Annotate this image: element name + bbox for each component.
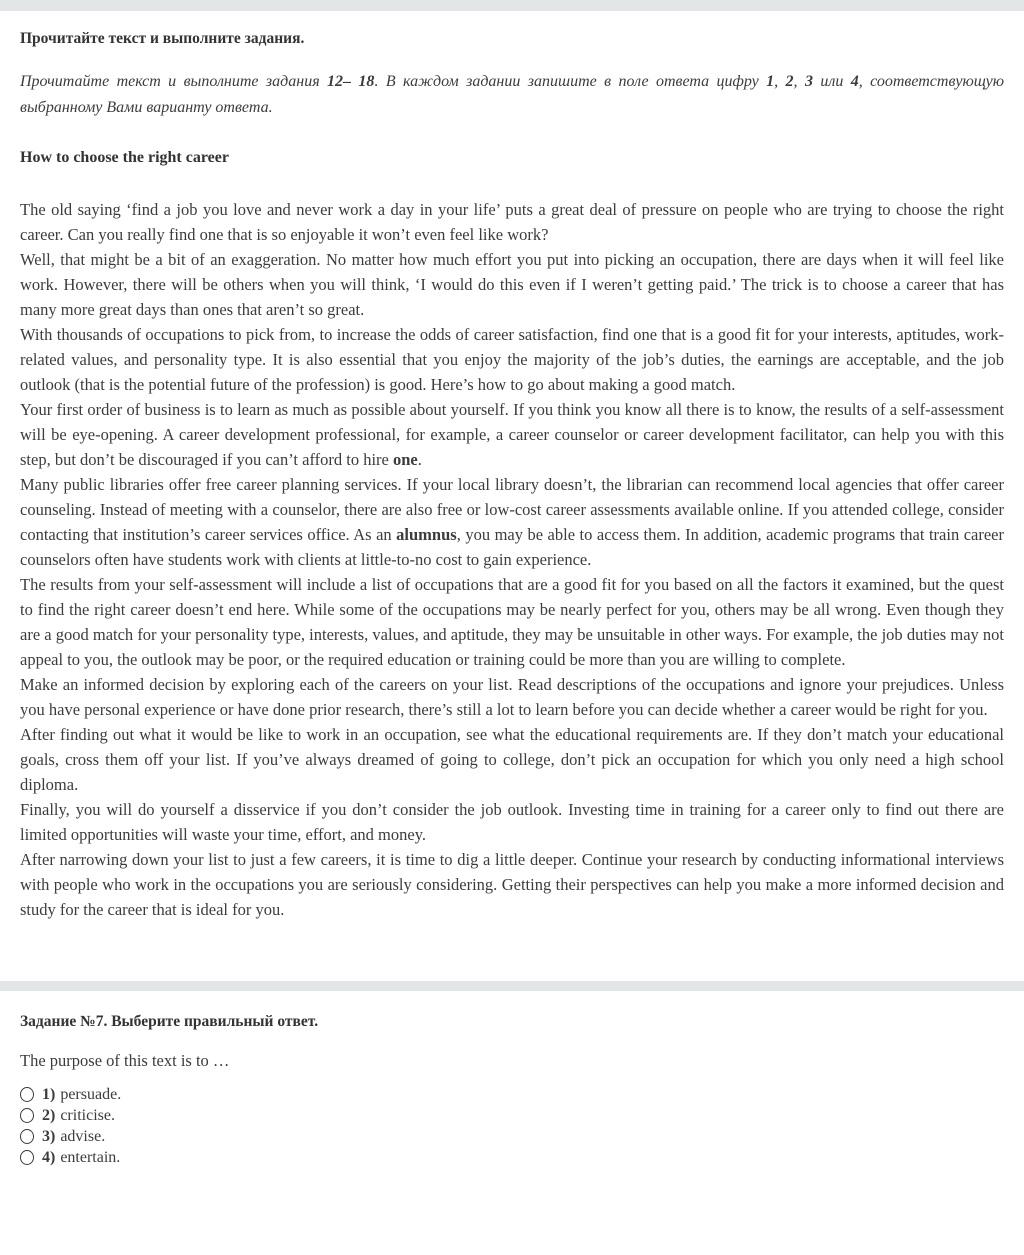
article-paragraph: Finally, you will do yourself a disservice if you don’t consider the job outlook. Investing time in training for a career only to find out there are limited opportunities will waste your time, effort, and money. (20, 800, 1004, 844)
intro-segment: . В каждом задании запишите в поле ответа цифру (374, 73, 767, 90)
answer-option-2[interactable] (20, 1105, 1004, 1126)
option-label: entertain. (60, 1148, 121, 1166)
article-paragraph: The results from your self-assessment will include a list of occupations that are a good fit for you based on all the factors it examined, but the quest to find the right career doesn’t end here. While some of the occupations may be nearly perfect for you, others may be all wrong. Even though they are a good match for your personality type, interests, values, and aptitude, they may be unsuitable in other ways. For example, the job duties may not appeal to you, the outlook may be poor, or the required education or training could be more than you are willing to complete. (20, 575, 1004, 669)
section-divider-bar (0, 981, 1024, 991)
intro-segment: , (774, 73, 786, 90)
question-section (0, 1013, 1024, 1168)
option-number: 1) (42, 1085, 56, 1103)
bold-word: alumnus (396, 525, 457, 544)
radio-button[interactable] (20, 1129, 34, 1144)
question-text: The purpose of this text is to … (20, 1051, 230, 1070)
paragraph-segment: Many public libraries offer free career planning services. If your local library doesn’t, the librarian can recommend local agencies that offer career counseling. Instead of meeting with a counselor, there are also free or low-cost career assessments available online. If you attended college, consider contacting that institution’s career services office. As an (20, 475, 1004, 544)
option-number: 3) (42, 1127, 56, 1145)
intro-segment: или (812, 73, 851, 90)
intro-text (20, 69, 1004, 121)
intro-digit-2: 2 (785, 73, 794, 90)
option-label: advise. (60, 1127, 106, 1145)
radio-button[interactable] (20, 1087, 34, 1102)
intro-task-range: 12– 18 (327, 73, 375, 90)
article-title: How to choose the right career (20, 149, 229, 166)
option-label: persuade. (60, 1085, 122, 1103)
top-divider-bar (0, 0, 1024, 11)
intro-segment: , (793, 73, 805, 90)
radio-button[interactable] (20, 1108, 34, 1123)
paragraph-segment: , you may be able to access them. In addition, academic programs that train career counselors often have students work with clients at little-to-no cost to gain experience. (20, 525, 1004, 569)
answer-option-1[interactable] (20, 1084, 1004, 1105)
instructions-heading: Прочитайте текст и выполните задания. (20, 30, 305, 47)
task-heading: Задание №7. Выберите правильный ответ. (20, 1013, 319, 1030)
paragraph-segment: . (417, 450, 422, 469)
intro-segment: Прочитайте текст и выполните задания (20, 73, 328, 90)
article-paragraph: The old saying ‘find a job you love and never work a day in your life’ puts a great deal of pressure on people who are trying to choose the right career. Can you really find one that is so enjoyable it won’t even feel like work? (20, 200, 1004, 244)
option-number: 4) (42, 1148, 56, 1166)
article-paragraph: Make an informed decision by exploring each of the careers on your list. Read descriptions of the occupations and ignore your prejudices. Unless you have personal experience or have done prior research, there’s still a lot to learn before you can decide whether a career would be right for you. (20, 675, 1004, 719)
article-paragraph: After narrowing down your list to just a few careers, it is time to dig a little deeper. Continue your research by conducting informational interviews with people who work in the occupations you are seriously considering. Getting their perspectives can help you make a more informed decision and study for the career that is ideal for you. (20, 850, 1004, 919)
intro-segment: , соответствующую выбранному Вами варианту ответа. (20, 73, 1005, 116)
article-body (20, 197, 1004, 922)
intro-digit-1: 1 (766, 73, 775, 90)
intro-digit-3: 3 (804, 73, 813, 90)
paragraph-segment: Your first order of business is to learn as much as possible about yourself. If you think you know all there is to know, the results of a self-assessment will be eye-opening. A career development professional, for example, a career counselor or career development facilitator, can help you with this step, but don’t be discouraged if you can’t afford to hire (20, 400, 1004, 469)
article-paragraph: Well, that might be a bit of an exaggeration. No matter how much effort you put into picking an occupation, there are days when it will feel like work. However, there will be others when you will think, ‘I would do this even if I weren’t getting paid.’ The trick is to choose a career that has many more great days than ones that aren’t so great. (20, 250, 1004, 319)
answer-option-4[interactable] (20, 1147, 1004, 1168)
reading-section (0, 30, 1024, 922)
article-paragraph: With thousands of occupations to pick from, to increase the odds of career satisfaction, find one that is a good fit for your interests, aptitudes, work-related values, and personality type. It is also essential that you enjoy the majority of the job’s duties, the earnings are acceptable, and the job outlook (that is the potential future of the profession) is good. Here’s how to go about making a good match. (20, 325, 1004, 394)
answer-option-3[interactable] (20, 1126, 1004, 1147)
option-label: criticise. (60, 1106, 115, 1124)
article-paragraph (20, 397, 1004, 472)
bold-word: one (393, 450, 418, 469)
article-paragraph: After finding out what it would be like to work in an occupation, see what the educational requirements are. If they don’t match your educational goals, cross them off your list. If you’ve always dreamed of going to college, don’t pick an occupation for which you only need a high school diploma. (20, 725, 1004, 794)
answer-options (20, 1084, 1004, 1168)
intro-digit-4: 4 (850, 73, 859, 90)
article-paragraph (20, 472, 1004, 572)
option-number: 2) (42, 1106, 56, 1124)
radio-button[interactable] (20, 1150, 34, 1165)
